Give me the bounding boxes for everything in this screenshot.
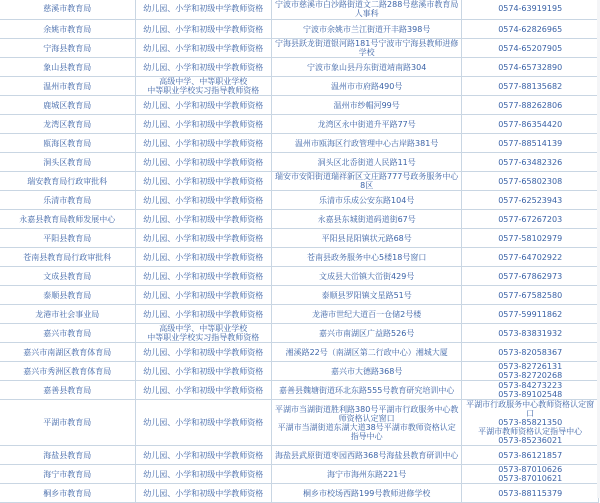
certification-type-cell — [135, 39, 272, 58]
certification-type-line: 中等职业学校实习指导教师资格 — [147, 86, 260, 95]
phone-line: 0577-67582580 — [498, 290, 563, 300]
address-cell — [272, 286, 462, 305]
phone-cell — [462, 210, 599, 229]
address-line: 温州市瓯海区行政管理中心古岸路381号 — [295, 138, 439, 148]
address-cell — [272, 20, 462, 39]
phone-line: 0574-62826965 — [498, 24, 563, 34]
table-row — [0, 400, 599, 446]
phone-line: 0577-86354420 — [498, 119, 563, 129]
table-row — [0, 77, 599, 96]
phone-line: 0573-82058367 — [498, 347, 563, 357]
phone-line: 0577-67862973 — [498, 271, 563, 281]
address-line: 苍南县政务服务中心5楼18号窗口 — [307, 252, 427, 262]
table-row — [0, 96, 599, 115]
table-row — [0, 343, 599, 362]
agency-cell: 苍南县教育局行政审批科 — [0, 248, 135, 267]
address-line: 瑞安市安阳街道瑞祥新区文庄路777号政务服务中心8区 — [275, 172, 459, 190]
address-cell — [272, 115, 462, 134]
address-cell — [272, 484, 462, 503]
agency-cell: 嘉善县教育局 — [0, 381, 135, 400]
phone-cell — [462, 191, 599, 210]
certification-type-line: 中等职业学校实习指导教师资格 — [147, 333, 260, 342]
address-cell — [272, 229, 462, 248]
agency-cell: 嘉兴市秀洲区教育体育局 — [0, 362, 135, 381]
certification-type-line: 幼儿园、小学和初级中学教师资格 — [143, 385, 264, 395]
address-cell — [272, 0, 462, 20]
table-row — [0, 153, 599, 172]
certification-type-cell — [135, 305, 272, 324]
certification-type-cell — [135, 134, 272, 153]
address-cell — [272, 400, 462, 446]
agency-cell: 龙湾区教育局 — [0, 115, 135, 134]
phone-cell — [462, 39, 599, 58]
agency-cell: 嘉兴市南湖区教育体育局 — [0, 343, 135, 362]
table-row — [0, 465, 599, 484]
certification-type-line: 幼儿园、小学和初级中学教师资格 — [143, 366, 264, 376]
certification-type-cell — [135, 484, 272, 503]
address-cell — [272, 39, 462, 58]
phone-cell — [462, 58, 599, 77]
phone-cell — [462, 305, 599, 324]
phone-cell — [462, 248, 599, 267]
certification-type-line: 幼儿园、小学和初级中学教师资格 — [143, 24, 264, 34]
certification-type-line: 幼儿园、小学和初级中学教师资格 — [143, 347, 264, 357]
phone-line: 0573-82726131 — [498, 362, 563, 371]
address-line: 海盐县武原街道枣园西路368号海盐县教育研训中心 — [275, 450, 459, 460]
certification-type-line: 幼儿园、小学和初级中学教师资格 — [143, 176, 264, 186]
phone-line: 0577-88262806 — [498, 100, 563, 110]
address-cell — [272, 77, 462, 96]
certification-type-line: 幼儿园、小学和初级中学教师资格 — [143, 62, 264, 72]
table-row — [0, 58, 599, 77]
phone-cell — [462, 96, 599, 115]
phone-cell — [462, 115, 599, 134]
certification-type-cell — [135, 0, 272, 20]
certification-type-cell — [135, 465, 272, 484]
address-line: 平湖市当湖街道胜利路380号平湖市行政服务中心教师资格认定窗口 — [275, 404, 459, 423]
address-line: 平湖市当湖街道东湖大道38号平湖市教师资格认定指导中心 — [277, 422, 456, 441]
agency-cell: 慈溪市教育局 — [0, 0, 135, 20]
certification-type-cell — [135, 400, 272, 446]
certification-type-line: 幼儿园、小学和初级中学教师资格 — [143, 214, 264, 224]
certification-type-line: 幼儿园、小学和初级中学教师资格 — [143, 469, 264, 479]
phone-cell — [462, 0, 599, 20]
agency-cell: 瓯海区教育局 — [0, 134, 135, 153]
phone-cell — [462, 362, 599, 381]
phone-line: 0573-84273223 — [498, 381, 563, 390]
phone-cell — [462, 484, 599, 503]
agency-cell: 象山县教育局 — [0, 58, 135, 77]
phone-line: 0574-63919195 — [498, 4, 563, 13]
agency-cell: 宁海县教育局 — [0, 39, 135, 58]
certification-type-line: 幼儿园、小学和初级中学教师资格 — [143, 252, 264, 262]
phone-line: 平湖市教师资格认定指导中心 — [478, 427, 583, 436]
address-cell — [272, 210, 462, 229]
table-row — [0, 446, 599, 465]
table-row — [0, 305, 599, 324]
phone-line: 0573-87010621 — [498, 474, 563, 483]
phone-cell — [462, 465, 599, 484]
certification-type-cell — [135, 191, 272, 210]
address-cell — [272, 465, 462, 484]
phone-cell — [462, 134, 599, 153]
certification-type-cell — [135, 58, 272, 77]
address-cell — [272, 343, 462, 362]
phone-line: 0573-89102548 — [498, 390, 563, 399]
address-line: 文成县大峃镇大峃街429号 — [319, 271, 415, 281]
address-line: 湘溪路22号（南湖区第二行政中心）湘城大厦 — [285, 347, 448, 357]
table-row — [0, 172, 599, 191]
address-cell — [272, 134, 462, 153]
phone-line: 0577-88135682 — [498, 81, 563, 91]
phone-line: 0573-85821350 — [498, 418, 563, 427]
table-row — [0, 381, 599, 400]
certification-type-cell — [135, 362, 272, 381]
phone-line: 0573-85236021 — [498, 436, 563, 445]
phone-line: 0573-82720268 — [498, 371, 563, 380]
address-line: 宁波市象山县丹东街道靖南路304 — [307, 62, 427, 72]
certification-type-line: 幼儿园、小学和初级中学教师资格 — [143, 43, 264, 53]
agency-cell: 瑞安教育局行政审批科 — [0, 172, 135, 191]
phone-line: 0573-88115379 — [498, 488, 563, 498]
table-row — [0, 286, 599, 305]
certification-type-line: 幼儿园、小学和初级中学教师资格 — [143, 100, 264, 110]
certification-type-line: 幼儿园、小学和初级中学教师资格 — [143, 157, 264, 167]
address-line: 龙港市世纪大道百一仓储2号楼 — [312, 309, 422, 319]
certification-type-line: 幼儿园、小学和初级中学教师资格 — [143, 195, 264, 205]
phone-line: 0573-83831932 — [498, 328, 563, 338]
agency-cell: 洞头区教育局 — [0, 153, 135, 172]
table-row — [0, 324, 599, 343]
address-line: 桐乡市校场西路199号教师进修学校 — [303, 488, 431, 498]
address-cell — [272, 191, 462, 210]
table-row — [0, 0, 599, 20]
certification-type-line: 幼儿园、小学和初级中学教师资格 — [143, 138, 264, 148]
address-line: 海宁市海州东路221号 — [327, 469, 407, 479]
table-row — [0, 20, 599, 39]
agency-cell: 海盐县教育局 — [0, 446, 135, 465]
certification-type-line: 幼儿园、小学和初级中学教师资格 — [143, 418, 264, 427]
address-cell — [272, 362, 462, 381]
agency-cell: 嘉兴市教育局 — [0, 324, 135, 343]
address-line: 永嘉县东城街道码道街67号 — [317, 214, 416, 224]
certification-type-line: 幼儿园、小学和初级中学教师资格 — [143, 309, 264, 319]
address-line: 宁海县跃龙街道银河路181号宁波市宁海县教师进修学校 — [275, 39, 459, 57]
phone-line: 0577-62523943 — [498, 195, 563, 205]
certification-type-cell — [135, 286, 272, 305]
phone-line: 0577-65802308 — [498, 176, 563, 186]
phone-line: 0573-87010626 — [498, 465, 563, 474]
address-line: 平阳县昆阳镇状元路68号 — [321, 233, 412, 243]
address-cell — [272, 153, 462, 172]
agency-cell: 文成县教育局 — [0, 267, 135, 286]
certification-type-cell — [135, 210, 272, 229]
phone-cell — [462, 381, 599, 400]
certification-type-line: 高级中学、中等职业学校 — [159, 324, 248, 333]
certification-type-cell — [135, 77, 272, 96]
certification-type-cell — [135, 324, 272, 343]
phone-cell — [462, 267, 599, 286]
phone-cell — [462, 324, 599, 343]
address-cell — [272, 248, 462, 267]
address-cell — [272, 96, 462, 115]
certification-type-line: 幼儿园、小学和初级中学教师资格 — [143, 290, 264, 300]
address-line: 嘉兴市大德路368号 — [331, 366, 403, 376]
table-row — [0, 115, 599, 134]
address-line: 宁波市慈溪市白沙路街道文二路288号慈溪市教育局人事科 — [275, 0, 459, 18]
address-cell — [272, 58, 462, 77]
certification-type-cell — [135, 172, 272, 191]
agency-cell: 泰顺县教育局 — [0, 286, 135, 305]
phone-line: 0577-59911862 — [498, 309, 563, 319]
phone-cell — [462, 77, 599, 96]
address-cell — [272, 305, 462, 324]
phone-cell — [462, 343, 599, 362]
table-row — [0, 210, 599, 229]
agency-cell: 永嘉县教育局教师发展中心 — [0, 210, 135, 229]
phone-cell — [462, 172, 599, 191]
table-row — [0, 362, 599, 381]
address-cell — [272, 324, 462, 343]
phone-cell — [462, 153, 599, 172]
address-line: 龙湾区永中街道升平路77号 — [317, 119, 416, 129]
address-line: 温州市市府路490号 — [331, 81, 403, 91]
certification-type-cell — [135, 115, 272, 134]
agency-cell: 海宁市教育局 — [0, 465, 135, 484]
phone-cell — [462, 286, 599, 305]
certification-type-cell — [135, 267, 272, 286]
address-line: 嘉善县魏塘街道环北东路555号教育研究培训中心 — [279, 385, 455, 395]
table-row — [0, 248, 599, 267]
agency-cell: 桐乡市教育局 — [0, 484, 135, 503]
certification-type-line: 高级中学、中等职业学校 — [159, 77, 248, 86]
address-line: 宁波市余姚市兰江街道开丰路398号 — [303, 24, 431, 34]
address-line: 温州市纱帽河99号 — [333, 100, 400, 110]
table-row — [0, 229, 599, 248]
certification-type-line: 幼儿园、小学和初级中学教师资格 — [143, 488, 264, 498]
agency-cell: 乐清市教育局 — [0, 191, 135, 210]
certification-type-line: 幼儿园、小学和初级中学教师资格 — [143, 233, 264, 243]
address-line: 嘉兴市南湖区广益路526号 — [319, 328, 415, 338]
agency-cell: 鹿城区教育局 — [0, 96, 135, 115]
certification-type-cell — [135, 343, 272, 362]
address-cell — [272, 172, 462, 191]
address-cell — [272, 446, 462, 465]
phone-line: 平湖市行政服务中心教师资格认定窗口 — [466, 400, 595, 418]
certification-type-cell — [135, 446, 272, 465]
certification-type-cell — [135, 229, 272, 248]
phone-cell — [462, 229, 599, 248]
table-row — [0, 39, 599, 58]
address-cell — [272, 381, 462, 400]
certification-type-line: 幼儿园、小学和初级中学教师资格 — [143, 271, 264, 281]
certification-type-cell — [135, 153, 272, 172]
certification-type-cell — [135, 96, 272, 115]
agency-cell: 龙港市社会事业局 — [0, 305, 135, 324]
phone-cell — [462, 20, 599, 39]
phone-line: 0577-63482326 — [498, 157, 563, 167]
agency-cell: 平阳县教育局 — [0, 229, 135, 248]
table-row — [0, 191, 599, 210]
address-line: 泰顺县罗阳镇文星路51号 — [321, 290, 412, 300]
certification-type-cell — [135, 381, 272, 400]
phone-line: 0577-67267203 — [498, 214, 563, 224]
address-line: 洞头区北岙街道人民路11号 — [317, 157, 416, 167]
agency-cell: 平湖市教育局 — [0, 400, 135, 446]
address-line: 乐清市乐成公安东路104号 — [319, 195, 415, 205]
certification-type-cell — [135, 20, 272, 39]
phone-line: 0577-58102979 — [498, 233, 563, 243]
phone-cell — [462, 400, 599, 446]
certification-type-line: 幼儿园、小学和初级中学教师资格 — [143, 450, 264, 460]
agency-cell: 温州市教育局 — [0, 77, 135, 96]
phone-line: 0573-86121857 — [498, 450, 563, 460]
phone-line: 0574-65732890 — [498, 62, 563, 72]
phone-line: 0574-65207905 — [498, 43, 563, 53]
table-row — [0, 134, 599, 153]
certification-type-cell — [135, 248, 272, 267]
certification-type-line: 幼儿园、小学和初级中学教师资格 — [143, 4, 264, 13]
phone-cell — [462, 446, 599, 465]
table-row — [0, 267, 599, 286]
certification-type-line: 幼儿园、小学和初级中学教师资格 — [143, 119, 264, 129]
agency-cell: 余姚市教育局 — [0, 20, 135, 39]
address-cell — [272, 267, 462, 286]
phone-line: 0577-64702922 — [498, 252, 563, 262]
phone-line: 0577-88514139 — [498, 138, 563, 148]
table-row — [0, 484, 599, 503]
